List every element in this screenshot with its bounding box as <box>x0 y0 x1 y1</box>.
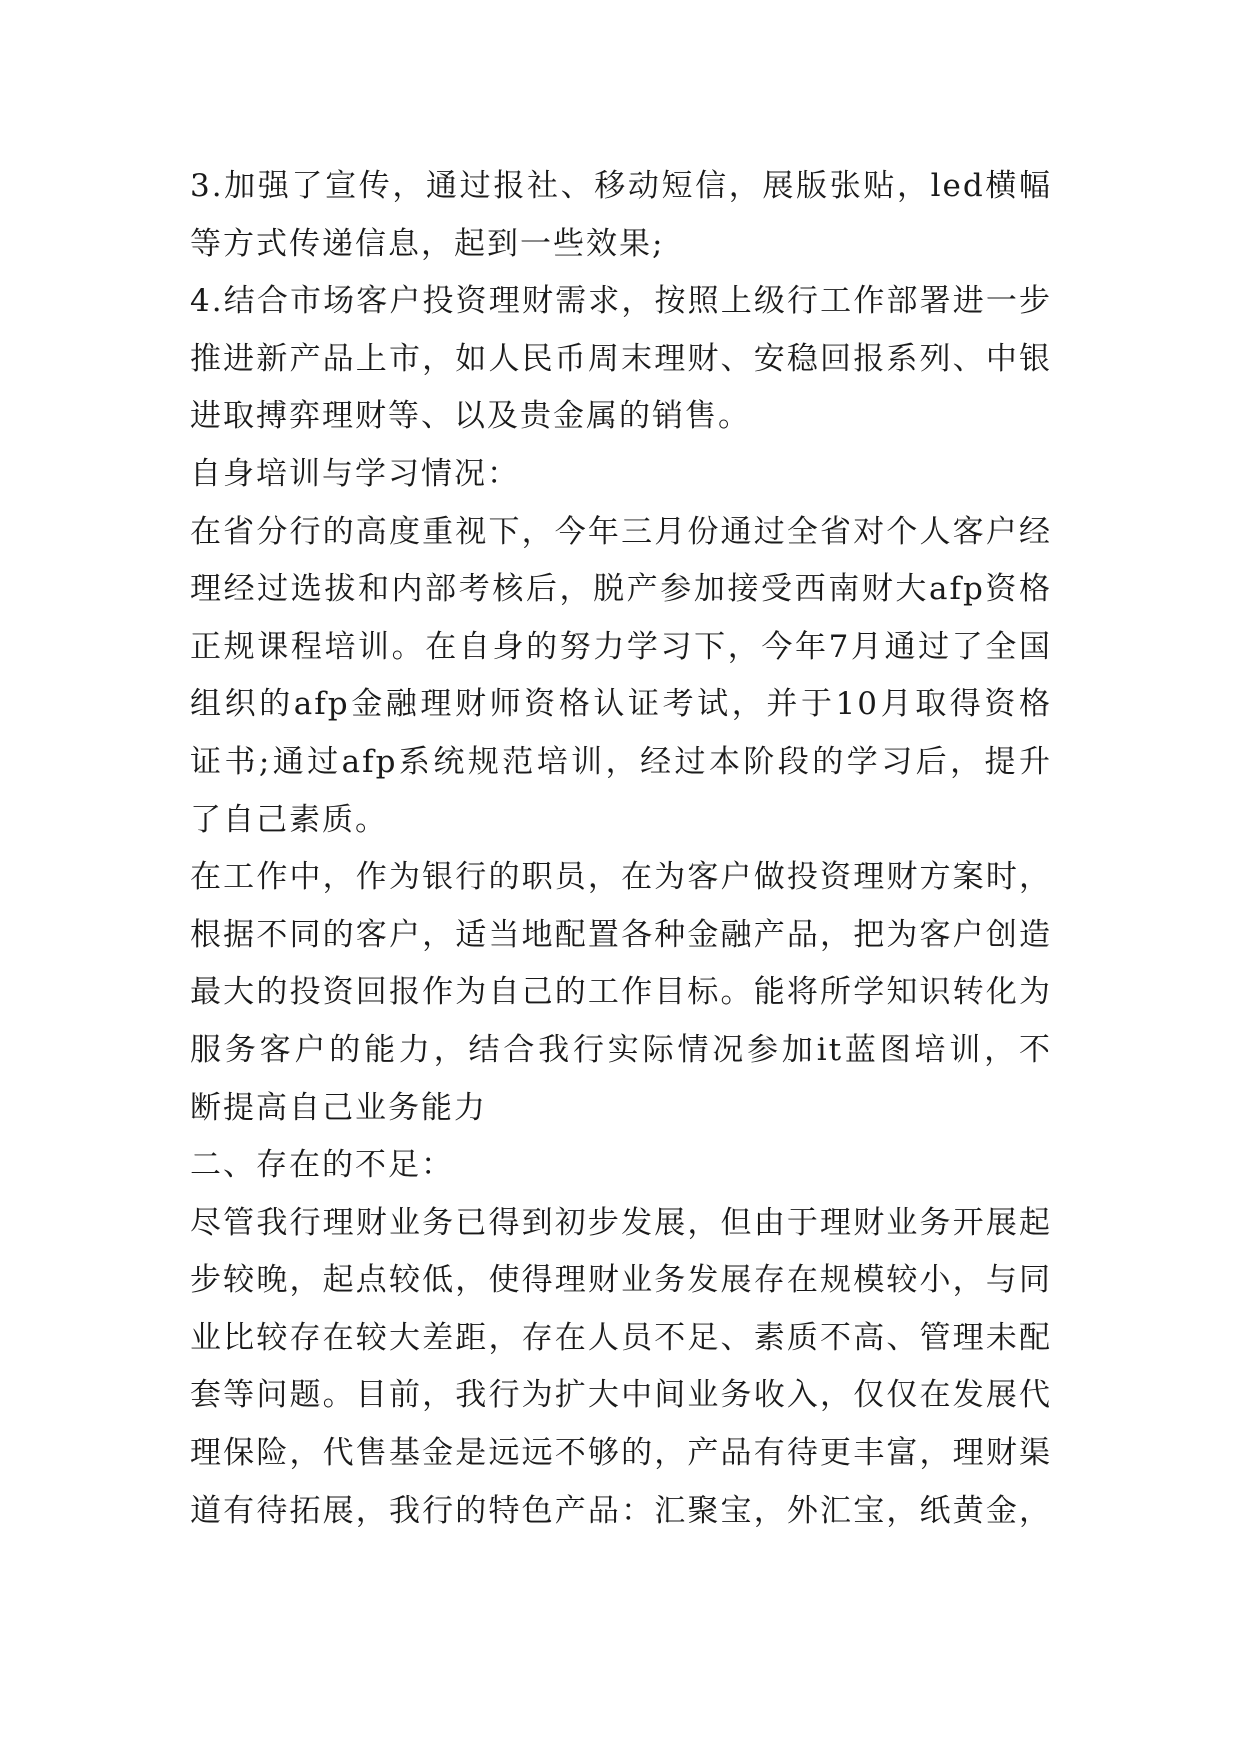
text-line: 在省分行的高度重视下，今年三月份通过全省对个人客户经 <box>190 513 1052 550</box>
text-line: 服务客户的能力，结合我行实际情况参加it蓝图培训，不 <box>190 1031 1052 1068</box>
section-heading: 自身培训与学习情况： <box>190 455 520 492</box>
text-line: 进取搏弈理财等、以及贵金属的销售。 <box>190 398 751 435</box>
text-line: 了自己素质。 <box>190 801 388 838</box>
text-line: 证书;通过afp系统规范培训，经过本阶段的学习后，提升 <box>190 743 1052 780</box>
text-line: 业比较存在较大差距，存在人员不足、素质不高、管理未配 <box>190 1319 1052 1356</box>
text-line: 在工作中，作为银行的职员，在为客户做投资理财方案时， <box>190 859 1052 896</box>
text-line: 组织的afp金融理财师资格认证考试，并于10月取得资格 <box>190 686 1052 723</box>
text-line: 4.结合市场客户投资理财需求，按照上级行工作部署进一步 <box>190 283 1052 320</box>
text-line: 推进新产品上市，如人民币周末理财、安稳回报系列、中银 <box>190 340 1052 377</box>
section-heading: 二、存在的不足： <box>190 1147 454 1184</box>
text-line: 正规课程培训。在自身的努力学习下，今年7月通过了全国 <box>190 628 1052 665</box>
document-body <box>190 158 1052 1540</box>
text-line: 断提高自己业务能力 <box>190 1089 487 1126</box>
text-line: 最大的投资回报作为自己的工作目标。能将所学知识转化为 <box>190 974 1052 1011</box>
text-line: 套等问题。目前，我行为扩大中间业务收入，仅仅在发展代 <box>190 1377 1052 1414</box>
text-line: 理经过选拔和内部考核后，脱产参加接受西南财大afp资格 <box>190 571 1052 608</box>
text-line: 道有待拓展，我行的特色产品：汇聚宝，外汇宝，纸黄金， <box>190 1492 1052 1529</box>
text-line: 尽管我行理财业务已得到初步发展，但由于理财业务开展起 <box>190 1204 1052 1241</box>
text-line: 理保险，代售基金是远远不够的，产品有待更丰富，理财渠 <box>190 1435 1052 1472</box>
text-line: 根据不同的客户，适当地配置各种金融产品，把为客户创造 <box>190 916 1052 953</box>
text-line: 等方式传递信息，起到一些效果; <box>190 225 665 262</box>
text-line: 步较晚，起点较低，使得理财业务发展存在规模较小，与同 <box>190 1262 1052 1299</box>
text-line: 3.加强了宣传，通过报社、移动短信，展版张贴，led横幅 <box>190 168 1052 204</box>
